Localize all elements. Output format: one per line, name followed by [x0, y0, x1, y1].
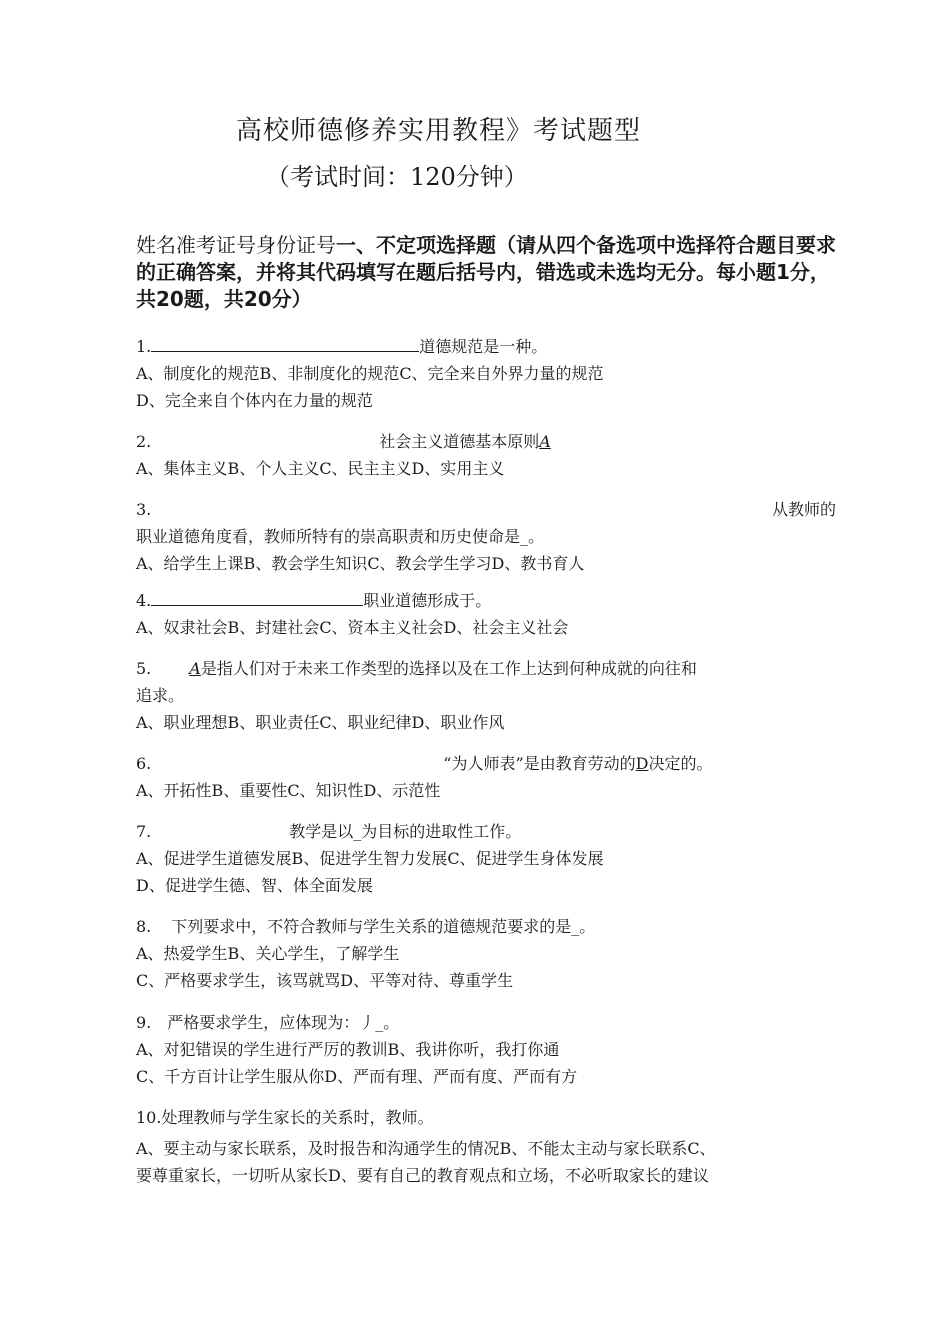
options-line: D、促进学生德、智、体全面发展	[136, 876, 373, 895]
question-10	[136, 1104, 836, 1189]
question-number: 5.	[136, 659, 152, 678]
question-8	[136, 913, 836, 994]
question-stem-lead: 从教师的	[771, 500, 836, 519]
options-line: A、集体主义B、个人主义C、民主主义D、实用主义	[136, 459, 505, 478]
question-7	[136, 818, 836, 899]
question-number: 2.	[136, 432, 152, 451]
options-line: A、制度化的规范B、非制度化的规范C、完全来自外界力量的规范	[136, 364, 604, 383]
question-6	[136, 750, 836, 804]
question-stem: 社会主义道德基本原则	[379, 432, 540, 451]
question-stem-tail: 决定的。	[648, 754, 713, 773]
question-stem: 严格要求学生，应体现为：丿_。	[167, 1013, 400, 1032]
options-line: C、千方百计让学生服从你D、严而有理、严而有度、严而有方	[136, 1067, 578, 1086]
question-number: 10.	[136, 1108, 162, 1127]
options-line: 要尊重家长，一切听从家长D、要有自己的教育观点和立场，不必听取家长的建议	[136, 1166, 709, 1185]
section-heading: 一、不定项选择题（请从四个备选项中选择符合题目要求的正确答案，并将其代码填写在题后括号内，错选或未选均无分。每小题1分，共20题，共20分）	[136, 233, 836, 311]
options-line: C、严格要求学生，该骂就骂D、平等对待、尊重学生	[136, 971, 514, 990]
question-number: 9.	[136, 1013, 152, 1032]
answer-blank	[151, 587, 363, 606]
options-line: A、开拓性B、重要性C、知识性D、示范性	[136, 781, 441, 800]
exam-instructions	[136, 232, 836, 313]
options-line: D、完全来自个体内在力量的规范	[136, 391, 373, 410]
question-3	[136, 496, 836, 577]
filled-answer: D	[635, 754, 649, 773]
options-line: A、给学生上课B、教会学生知识C、教会学生学习D、教书育人	[136, 554, 585, 573]
question-number: 7.	[136, 822, 152, 841]
question-stem: 下列要求中，不符合教师与学生关系的道德规范要求的是_。	[171, 917, 596, 936]
question-5	[136, 655, 836, 736]
page-title: 高校师德修养实用教程》考试题型	[236, 116, 642, 146]
options-line: A、对犯错误的学生进行严厉的教训B、我讲你听，我打你通	[136, 1040, 560, 1059]
question-number: 4.	[136, 591, 152, 610]
candidate-info-fields: 姓名准考证号身份证号	[136, 233, 336, 257]
question-stem: 道德规范是一种。	[419, 337, 548, 356]
question-number: 3.	[136, 500, 152, 519]
question-number: 1.	[136, 337, 152, 356]
options-line: A、奴隶社会B、封建社会C、资本主义社会D、社会主义社会	[136, 618, 569, 637]
options-line: A、职业理想B、职业责任C、职业纪律D、职业作风	[136, 713, 505, 732]
question-stem: 教学是以_为目标的进取性工作。	[289, 822, 522, 841]
question-stem-continued: 追求。	[136, 686, 185, 705]
options-line: A、要主动与家长联系，及时报告和沟通学生的情况B、不能太主动与家长联系C、	[136, 1139, 716, 1158]
question-1	[136, 333, 836, 414]
options-line: A、促进学生道德发展B、促进学生智力发展C、促进学生身体发展	[136, 849, 604, 868]
question-9	[136, 1009, 836, 1090]
question-stem: 是指人们对于未来工作类型的选择以及在工作上达到何种成就的向往和	[200, 659, 697, 678]
options-line: A、热爱学生B、关心学生，了解学生	[136, 944, 400, 963]
question-number: 6.	[136, 754, 152, 773]
question-2	[136, 428, 836, 482]
question-4	[136, 587, 836, 641]
exam-duration: （考试时间：120分钟）	[266, 163, 528, 191]
question-stem: “为人师表”是由教育劳动的	[443, 754, 636, 773]
answer-blank	[151, 333, 419, 352]
filled-answer: A	[189, 659, 201, 678]
question-stem: 处理教师与学生家长的关系时，教师。	[161, 1108, 434, 1127]
question-number: 8.	[136, 917, 152, 936]
filled-answer: A	[539, 432, 551, 451]
question-stem: 职业道德角度看，教师所特有的崇高职责和历史使命是_。	[136, 527, 545, 546]
question-stem: 职业道德形成于。	[363, 591, 492, 610]
